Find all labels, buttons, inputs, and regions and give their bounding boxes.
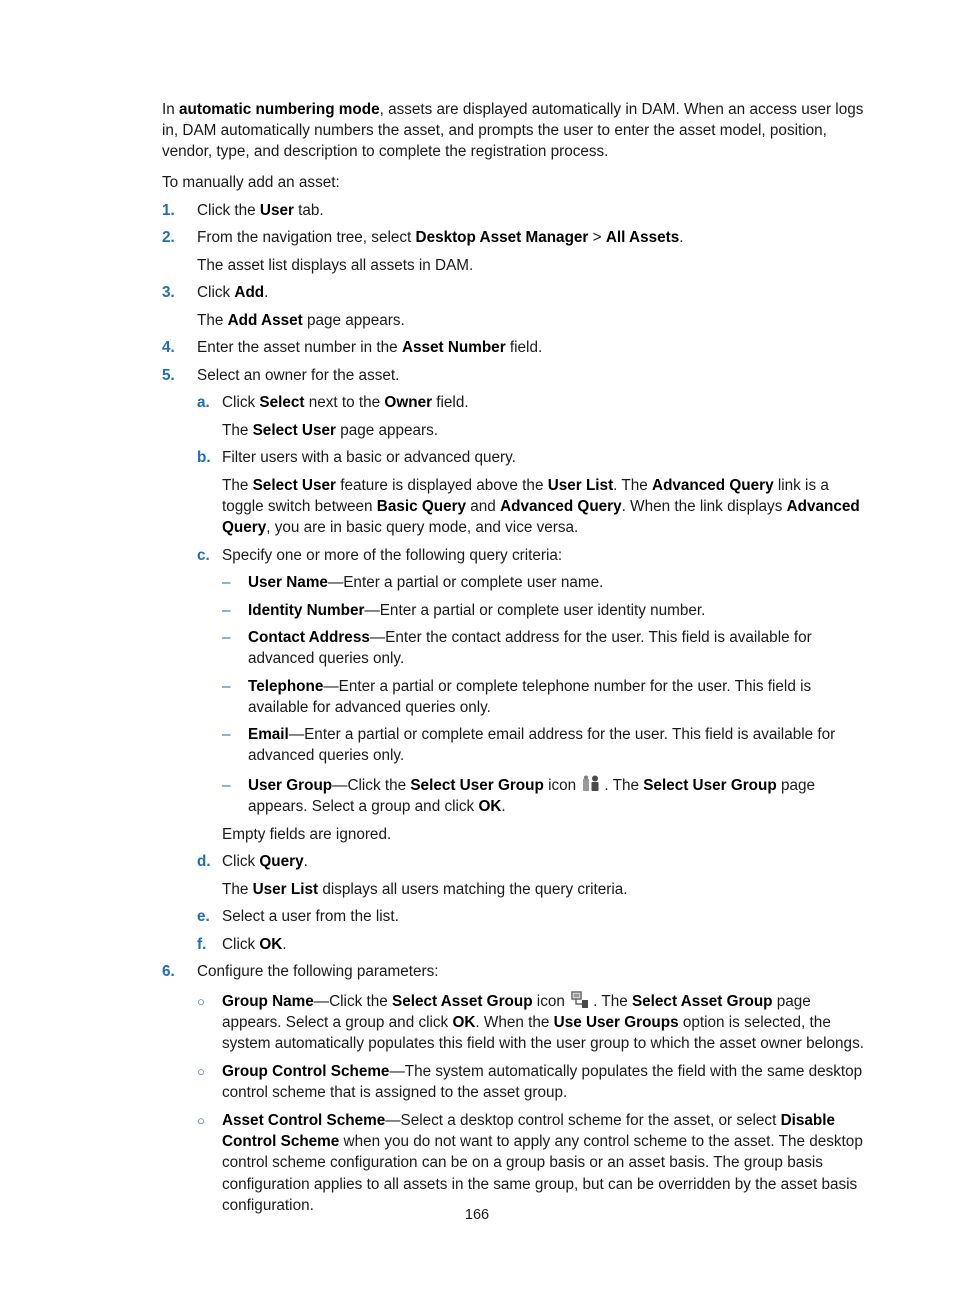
dash-bullet: –: [222, 777, 231, 794]
criterion-user-name: User Name—Enter a partial or complete user name.: [248, 574, 604, 591]
circle-bullet: ○: [197, 994, 205, 1009]
substep-e-text: Select a user from the list.: [222, 908, 399, 925]
select-asset-group-icon: [571, 991, 591, 1009]
step-3-note: The Add Asset page appears.: [197, 312, 405, 329]
dash-bullet: –: [222, 602, 231, 619]
criterion-user-group: User Group—Click the Select User Group icon . The Select User Group page appears. Select a group and click OK.: [248, 777, 815, 816]
dash-bullet: –: [222, 678, 231, 695]
substep-f-text: Click OK.: [222, 936, 287, 953]
step-2-note: The asset list displays all assets in DAM.: [197, 257, 474, 274]
substep-c-text: Specify one or more of the following query criteria:: [222, 547, 563, 564]
circle-bullet: ○: [197, 1064, 205, 1079]
circle-bullet: ○: [197, 1113, 205, 1128]
step-3-text: Click Add.: [197, 284, 269, 301]
step-1-text: Click the User tab.: [197, 202, 324, 219]
step-number: 1.: [162, 202, 175, 219]
substep-letter: a.: [197, 394, 210, 411]
substep-letter: b.: [197, 449, 211, 466]
substep-letter: c.: [197, 547, 210, 564]
criterion-contact-address: Contact Address—Enter the contact address for the user. This field is available for advanced queries only.: [248, 629, 812, 668]
substep-a-text: Click Select next to the Owner field.: [222, 394, 469, 411]
param-group-control-scheme: Group Control Scheme—The system automatically populates the field with the same desktop control scheme that is assigned to the asset group.: [222, 1063, 863, 1102]
substep-letter: f.: [197, 936, 207, 953]
procedure-lead: To manually add an asset:: [162, 174, 340, 191]
step-number: 4.: [162, 339, 175, 356]
step-number: 3.: [162, 284, 175, 301]
step-4-text: Enter the asset number in the Asset Number field.: [197, 339, 543, 356]
criterion-identity-number: Identity Number—Enter a partial or complete user identity number.: [248, 602, 706, 619]
page-number: 166: [464, 1207, 490, 1223]
dash-bullet: –: [222, 574, 231, 591]
dash-bullet: –: [222, 726, 231, 743]
criterion-email: Email—Enter a partial or complete email address for the user. This field is available for advanced queries only.: [248, 726, 836, 765]
step-number: 5.: [162, 367, 175, 384]
substep-c-note: Empty fields are ignored.: [222, 826, 392, 843]
substep-a-note: The Select User page appears.: [222, 422, 439, 439]
substep-d-note: The User List displays all users matching the query criteria.: [222, 881, 628, 898]
substep-letter: e.: [197, 908, 210, 925]
dash-bullet: –: [222, 629, 231, 646]
param-group-name: Group Name—Click the Select Asset Group icon . The Select Asset Group page appears. Select a group and click OK. When the Use User Groups option is selected, the system automatically populates this field with the user group to which the asset owner belongs.: [222, 993, 864, 1053]
step-2-text: From the navigation tree, select Desktop Asset Manager > All Assets.: [197, 229, 684, 246]
param-asset-control-scheme: Asset Control Scheme—Select a desktop control scheme for the asset, or select Disable Control Scheme when you do not want to apply any control scheme to the asset. The desktop control scheme configuration can be on a group basis or an asset basis. The group basis configuration applies to all assets in the same group, but can be overridden by the asset basis configuration.: [222, 1112, 863, 1214]
select-user-group-icon: [582, 775, 602, 793]
step-number: 6.: [162, 963, 175, 980]
step-5-text: Select an owner for the asset.: [197, 367, 400, 384]
substep-b-text: Filter users with a basic or advanced query.: [222, 449, 516, 466]
criterion-telephone: Telephone—Enter a partial or complete telephone number for the user. This field is available for advanced queries only.: [248, 678, 812, 717]
substep-d-text: Click Query.: [222, 853, 308, 870]
step-6-text: Configure the following parameters:: [197, 963, 439, 980]
intro-paragraph: In automatic numbering mode, assets are displayed automatically in DAM. When an access user logs in, DAM automatically numbers the asset, and prompts the user to enter the asset model, position, vendor, type, and description to complete the registration process.: [162, 101, 864, 161]
substep-letter: d.: [197, 853, 211, 870]
step-number: 2.: [162, 229, 175, 246]
substep-b-note: The Select User feature is displayed above the User List. The Advanced Query link is a toggle switch between Basic Query and Advanced Query. When the link displays Advanced Query, you are in basic query mode, and vice versa.: [222, 477, 860, 537]
